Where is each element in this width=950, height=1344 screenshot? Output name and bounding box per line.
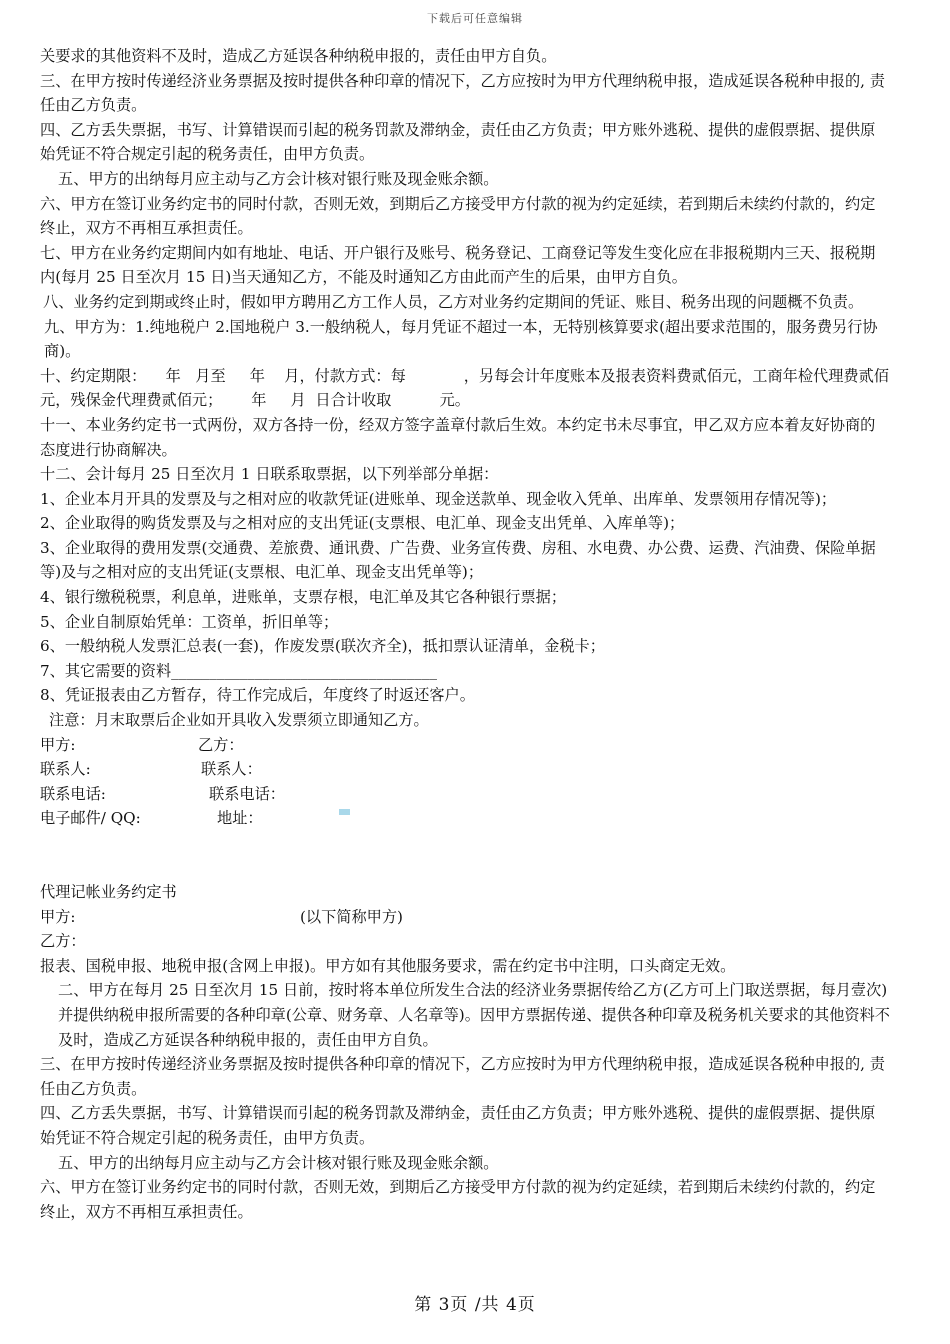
clause-3: 三、在甲方按时传递经济业务票据及按时提供各种印章的情况下，乙方应按时为甲方代理纳税申报，造成延误各税种申报的, 责任由乙方负责。 [40,71,885,115]
clause-6: 六、甲方在签订业务约定书的同时付款，否则无效，到期后乙方接受甲方付款的视为约定延续，若到期后未续约付款的，约定终止，双方不再相互承担责任。 [40,194,876,238]
email-a-label: 电子邮件/ QQ: [40,809,141,828]
address-b-label: 地址： [217,809,263,828]
highlight-mark [339,809,350,815]
paragraph: 关要求的其他资料不及时，造成乙方延误各种纳税申报的，责任由甲方自负。 [40,47,557,65]
section-gap [40,831,890,880]
clause-10: 十、约定期限： 年 月至 年 月，付款方式：每 ，另每会计年度账本及报表资料费贰佰元，工商年检代理费贰佰元，残保金代理费贰佰元； 年 月 日合计收取 元。 [40,366,889,410]
clause-4: 四、乙方丢失票据，书写、计算错误而引起的税务罚款及滞纳金，责任由乙方负责；甲方账外逃税、提供的虚假票据、提供原始凭证不符合规定引起的税务责任，由甲方负责。 [40,120,876,164]
party-a-line [40,905,890,930]
signature-row [40,806,890,831]
party-a-note: (以下简称甲方) [300,907,403,926]
clause-3: 三、在甲方按时传递经济业务票据及按时提供各种印章的情况下，乙方应按时为甲方代理纳税申报，造成延误各税种申报的, 责任由乙方负责。 [40,1055,885,1098]
clause-9: 九、甲方为：1.纯地税户 2.国地税户 3.一般纳税人，每月凭证不超过一本，无特别核算要求(超出要求范围的，服务费另行协商)。 [44,317,878,361]
clause-5: 五、甲方的出纳每月应主动与乙方会计核对银行账及现金账余额。 [58,1153,499,1172]
clause-4: 四、乙方丢失票据，书写、计算错误而引起的税务罚款及滞纳金，责任由乙方负责；甲方账外逃税、提供的虚假票据、提供原始凭证不符合规定引起的税务责任，由甲方负责。 [40,1104,876,1147]
document-title: 代理记帐业务约定书 [40,883,177,901]
list-item: 8、凭证报表由乙方暂存，待工作完成后，年度终了时返还客户。 [40,686,475,705]
contact-b-label: 联系人： [201,760,262,779]
party-a-label: 甲方: [40,735,76,754]
paragraph: 报表、国税申报、地税申报(含网上申报)。甲方如有其他服务要求，需在约定书中注明，口头商定无效。 [40,956,736,975]
signature-row [40,733,890,758]
party-b-label: 乙方： [40,932,86,951]
clause-12: 十二、会计每月 25 日至次月 1 日联系取票据，以下列举部分单据： [40,465,499,484]
clause-6: 六、甲方在签订业务约定书的同时付款，否则无效，到期后乙方接受甲方付款的视为约定延续，若到期后未续约付款的，约定终止，双方不再相互承担责任。 [40,1178,876,1221]
clause-7: 七、甲方在业务约定期间内如有地址、电话、开户银行及账号、税务登记、工商登记等发生变化应在非报税期内三天、报税期内(每月 25 日至次月 15 日)当天通知乙方，不能及时通知乙方由此而产生的后果，由甲方自负。 [40,243,876,287]
clause-8: 八、业务约定到期或终止时，假如甲方聘用乙方工作人员，乙方对业务约定期间的凭证、账目、税务出现的问题概不负责。 [43,292,864,311]
list-item: 1、企业本月开具的发票及与之相对应的收款凭证(进账单、现金送款单、现金收入凭单、出库单、发票领用存情况等)； [40,489,837,508]
note: 注意：月末取票后企业如开具收入发票须立即通知乙方。 [49,711,429,730]
contact-a-label: 联系人: [40,760,91,779]
list-item: 6、一般纳税人发票汇总表(一套)，作废发票(联次齐全)，抵扣票认证清单，金税卡； [40,637,605,656]
list-item: 2、企业取得的购货发票及与之相对应的支出凭证(支票根、电汇单、现金支出凭单、入库单等)； [40,514,685,533]
phone-b-label: 联系电话： [209,784,285,803]
page-number: 第 3页 /共 4页 [414,1295,536,1315]
list-item: 3、企业取得的费用发票(交通费、差旅费、通讯费、广告费、业务宣传费、房租、水电费、办公费、运费、汽油费、保险单据等)及与之相对应的支出凭证(支票根、电汇单、现金支出凭单等)； [40,538,876,582]
document-body [40,44,890,1224]
signature-row [40,782,890,807]
signature-row [40,757,890,782]
list-item: 5、企业自制原始凭单：工资单，折旧单等； [40,612,339,631]
party-a-label: 甲方: [40,907,76,926]
phone-a-label: 联系电话: [40,784,106,803]
list-item: 4、银行缴税税票，利息单，进账单，支票存根，电汇单及其它各种银行票据； [40,588,567,607]
clause-2: 二、甲方在每月 25 日至次月 15 日前，按时将本单位所发生合法的经济业务票据传给乙方(乙方可上门取送票据，每月壹次)并提供纳税申报所需要的各种印章(公章、财务章、人名章等)。因甲方票据传递、提供各种印章及税务机关要求的其他资料不及时，造成乙方延误各种纳税申报的，责任由甲方自负。 [58,981,890,1049]
party-b-label: 乙方： [198,735,244,754]
clause-5: 五、甲方的出纳每月应主动与乙方会计核对银行账及现金账余额。 [58,169,499,188]
page-header: 下载后可任意编辑 [427,12,523,25]
list-item: 7、其它需要的资料___________________________________ [40,661,437,680]
clause-11: 十一、本业务约定书一式两份，双方各持一份，经双方签字盖章付款后生效。本约定书未尽事宜，甲乙双方应本着友好协商的态度进行协商解决。 [40,415,876,459]
